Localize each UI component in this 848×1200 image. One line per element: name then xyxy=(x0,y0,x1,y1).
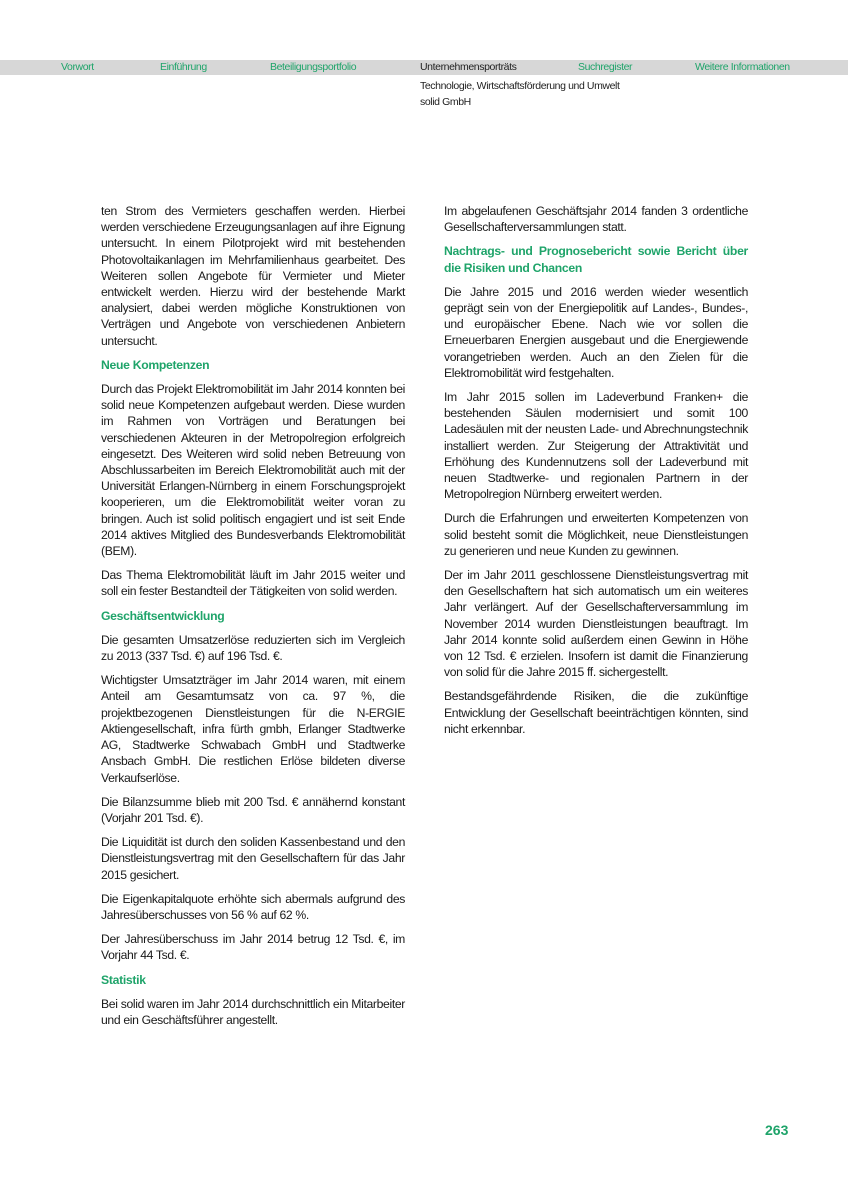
nav-weitere-informationen[interactable]: Weitere Informationen xyxy=(695,61,790,73)
paragraph: Durch das Projekt Elektromobilität im Jahr 2014 konnten bei solid neue Kompetenzen aufgebaut werden. Diese wurden im Rahmen von Vorträgen und Beratungen bei verschiedenen Akteuren in der Metropolregion erfolgreich eingesetzt. Des Weiteren wird solid neben Betreuung von Abschlussarbeiten im Bereich Elektromobilität auch mit der Universität Erlangen-Nürnberg in einem Forschungsprojekt kooperieren, um die Elektromobilität weiter voran zu bringen. Auch ist solid politisch engagiert und ist seit Ende 2014 aktives Mitglied des Bundesverbands Elektromobilität (BEM). xyxy=(101,382,405,559)
section-heading: Statistik xyxy=(101,972,146,987)
paragraph: Der Jahresüberschuss im Jahr 2014 betrug 12 Tsd. €, im Vorjahr 44 Tsd. €. xyxy=(101,932,405,963)
section-heading: Nachtrags- und Prognosebericht sowie Bericht über die Risiken und Chancen xyxy=(444,244,748,275)
nav-unternehmensportraets[interactable]: Unternehmensporträts xyxy=(420,61,517,73)
nav-einfuehrung[interactable]: Einführung xyxy=(160,61,207,73)
paragraph: Bestandsgefährdende Risiken, die die zukünftige Entwicklung der Gesellschaft beeinträchtigen könnten, sind nicht erkennbar. xyxy=(444,689,748,736)
section-heading: Neue Kompetenzen xyxy=(101,357,210,372)
paragraph: Bei solid waren im Jahr 2014 durchschnittlich ein Mitarbeiter und ein Geschäftsführer angestellt. xyxy=(101,996,405,1027)
paragraph: Im Jahr 2015 sollen im Ladeverbund Franken+ die bestehenden Säulen modernisiert und somit 100 Ladesäulen mit der neusten Lade- und Abrechnungstechnik installiert werden. Zur Steigerung der Attraktivität und Erhöhung des Kundennutzens soll der Ladeverbund mit neuen Stadtwerke- und regionalen Partnern in der Metropolregion Nürnberg erweitert werden. xyxy=(444,390,748,502)
section-heading: Geschäftsentwicklung xyxy=(101,608,225,623)
paragraph: Das Thema Elektromobilität läuft im Jahr 2015 weiter und soll ein fester Bestandteil der Tätigkeiten von solid werden. xyxy=(101,568,405,599)
right-column xyxy=(444,203,748,745)
paragraph: Die Liquidität ist durch den soliden Kassenbestand und den Dienstleistungsvertrag mit den Gesellschaftern für das Jahr 2015 gesichert. xyxy=(101,835,405,882)
paragraph: Die gesamten Umsatzerlöse reduzierten sich im Vergleich zu 2013 (337 Tsd. €) auf 196 Tsd. €. xyxy=(101,632,405,664)
paragraph: Die Jahre 2015 und 2016 werden wieder wesentlich geprägt sein von der Energiepolitik auf Landes-, Bundes-, und europäischer Ebene. Nach wie vor sollen die Erneuerbaren Energien ausgebaut und die Energiewende vorangetrieben werden. Auch an den Zielen für die Elektromobilität wird festgehalten. xyxy=(444,284,748,380)
paragraph: Durch die Erfahrungen und erweiterten Kompetenzen von solid besteht somit die Möglichkeit, neue Dienstleistungen zu generieren und neue Kunden zu gewinnen. xyxy=(444,511,748,558)
left-column xyxy=(101,203,405,1036)
paragraph: Wichtigster Umsatzträger im Jahr 2014 waren, mit einem Anteil am Gesamtumsatz von ca. 97 %, die projektbezogenen Dienstleistungen für die N-ERGIE Aktiengesellschaft, infra fürth gmbh, Erlanger Stadtwerke AG, Stadtwerke Schwabach GmbH und Stadtwerke Ansbach GmbH. Die restlichen Erlöse bildeten diverse Verkaufserlöse. xyxy=(101,673,405,785)
paragraph: Die Eigenkapitalquote erhöhte sich abermals aufgrund des Jahresüberschusses von 56 % auf 62 %. xyxy=(101,891,405,922)
breadcrumb-category: Technologie, Wirtschaftsförderung und Umwelt xyxy=(420,80,620,92)
paragraph: Im abgelaufenen Geschäftsjahr 2014 fanden 3 ordentliche Gesellschafterversammlungen statt. xyxy=(444,204,748,235)
nav-beteiligungsportfolio[interactable]: Beteiligungsportfolio xyxy=(270,61,357,73)
nav-vorwort[interactable]: Vorwort xyxy=(61,61,94,73)
paragraph: Der im Jahr 2011 geschlossene Dienstleistungsvertrag mit den Gesellschaftern hat sich automatisch um ein weiteres Jahr verlängert. Auf der Gesellschafterversammlung im November 2014 wurden Dienstleistungen beauftragt. Im Jahr 2014 konnte solid außerdem einen Gewinn in Höhe von 12 Tsd. € erzielen. Insofern ist damit die Finanzierung von solid für die Jahre 2015 ff. sichergestellt. xyxy=(444,568,748,680)
nav-suchregister[interactable]: Suchregister xyxy=(578,61,633,73)
paragraph: Die Bilanzsumme blieb mit 200 Tsd. € annähernd konstant (Vorjahr 201 Tsd. €). xyxy=(101,794,405,825)
paragraph: ten Strom des Vermieters geschaffen werden. Hierbei werden verschiedene Erzeugungsanlagen auf ihre Eignung untersucht. In einem Pilotprojekt wird mit bestehenden Photovoltaikanlagen im Mehrfamilienhaus gearbeitet. Des Weiteren sollen Angebote für Vermieter und Mieter entwickelt werden. Hierzu wird der bestehende Markt analysiert, dabei werden mögliche Konstruktionen von Verträgen und Angebote von verschiedenen Anbietern untersucht. xyxy=(101,204,405,348)
breadcrumb-company: solid GmbH xyxy=(420,96,471,108)
page-number: 263 xyxy=(765,1122,789,1138)
